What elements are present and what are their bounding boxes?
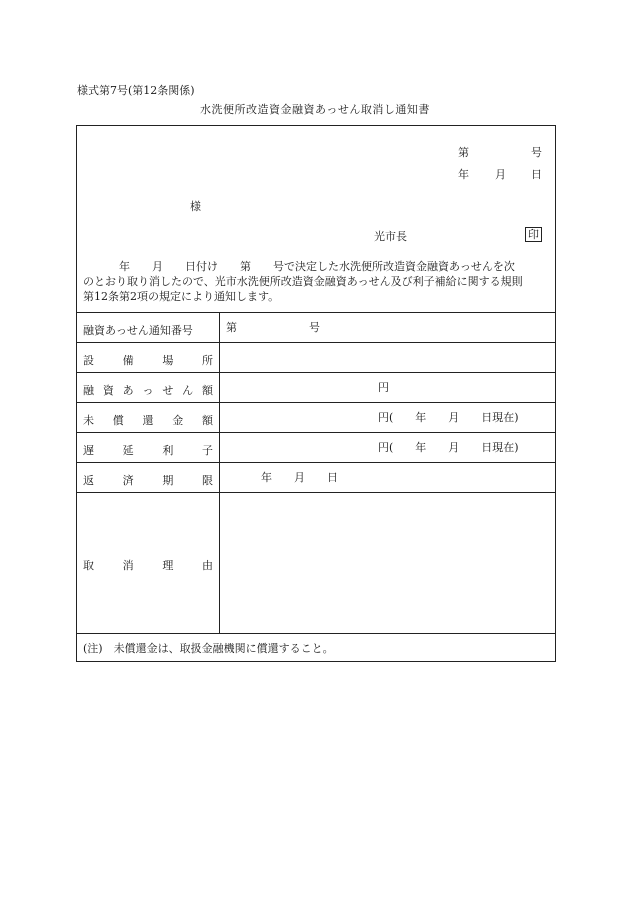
row-divider [77, 402, 555, 403]
notice-date-year: 年 [458, 168, 469, 181]
notice-form [76, 125, 556, 662]
label-cancellation-reason: 取 消 理 由 [83, 559, 213, 572]
label-facility-location: 設 備 場 所 [83, 354, 213, 367]
repayment-deadline-date: 年 月 日 [261, 471, 338, 484]
row-divider [77, 342, 555, 343]
row-divider [77, 492, 555, 493]
label-late-interest: 遅 延 利 子 [83, 444, 213, 457]
label-repayment-deadline: 返 済 期 限 [83, 474, 213, 487]
footnote: (注) 未償還金は、取扱金融機関に償還すること。 [83, 642, 334, 655]
notice-date-day: 日 [531, 168, 542, 181]
body-line: のとおり取り消したので、光市水洗便所改造資金融資あっせん及び利子補給に関する規則 [83, 275, 523, 288]
notice-number-suffix: 号 [531, 146, 542, 159]
form-number-label: 様式第7号(第12条関係) [77, 84, 195, 97]
body-line: 第12条第2項の規定により通知します。 [83, 290, 280, 303]
notice-number-prefix: 第 [458, 146, 469, 159]
loan-notice-number-suffix: 号 [309, 321, 320, 334]
issuer-name: 光市長 [374, 230, 407, 243]
label-unredeemed-amount: 未 償 還 金 額 [83, 414, 213, 427]
row-divider [77, 372, 555, 373]
unredeemed-amount-yen-date: 円( 年 月 日現在) [378, 411, 519, 424]
loan-amount-yen: 円 [378, 381, 389, 394]
row-divider [77, 462, 555, 463]
table-top-rule [77, 312, 555, 313]
seal-mark: 印 [525, 227, 542, 242]
row-divider [77, 432, 555, 433]
notice-date-month: 月 [495, 168, 506, 181]
notice-body [83, 259, 551, 304]
column-divider [219, 312, 220, 633]
row-divider [77, 633, 555, 634]
late-interest-yen-date: 円( 年 月 日現在) [378, 441, 519, 454]
body-line: 年 月 日付け 第 号で決定した水洗便所改造資金融資あっせんを次 [119, 260, 515, 273]
label-loan-notice-number: 融資あっせん通知番号 [83, 324, 193, 337]
label-loan-amount: 融 資 あ っ せ ん 額 [83, 384, 213, 397]
loan-notice-number-prefix: 第 [226, 321, 237, 334]
document-title: 水洗便所改造資金融資あっせん取消し通知書 [200, 103, 430, 116]
recipient-suffix: 様 [190, 200, 201, 213]
